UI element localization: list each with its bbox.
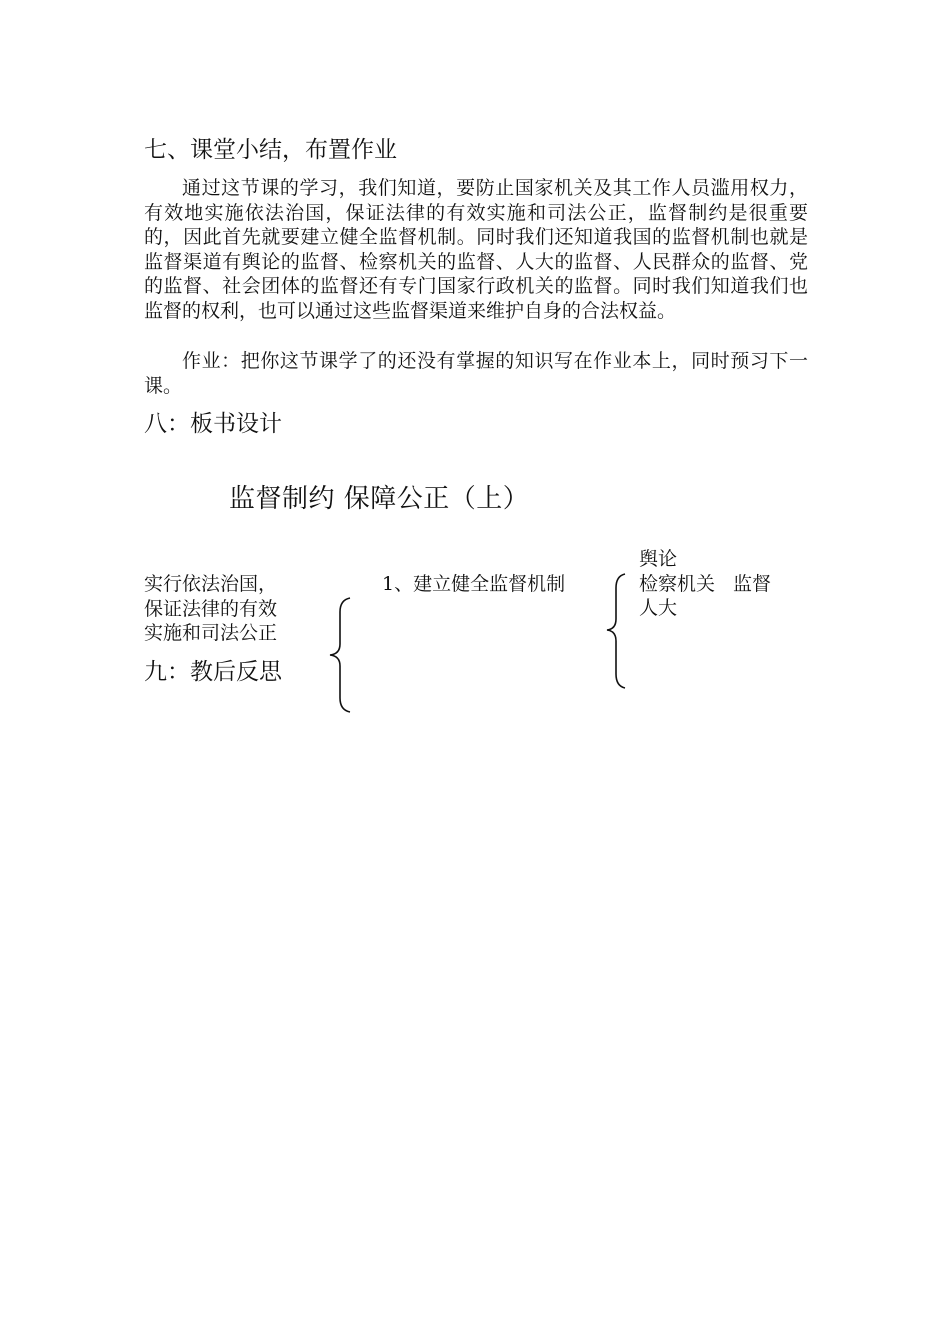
board-middle-item: 1、建立健全监督机制: [382, 573, 566, 595]
left-brace: [326, 596, 354, 714]
board-right-line: [639, 572, 771, 597]
homework-paragraph: 作业：把你这节课学了的还没有掌握的知识写在作业本上，同时预习下一课。: [144, 350, 808, 397]
board-right-line: 人大: [639, 597, 678, 619]
section-8-heading: 八：板书设计: [144, 411, 282, 437]
board-left-line: 实行依法治国，: [144, 573, 278, 595]
board-right-line-part: 检察机关: [639, 572, 716, 595]
summary-paragraph: 通过这节课的学习，我们知道，要防止国家机关及其工作人员滥用权力，有效地实施依法治国，保证法律的有效实施和司法公正，监督制约是很重要的，因此首先就要建立健全监督机制。同时我们还知道我国的监督机制也就是监督渠道有舆论的监督、检察机关的监督、人大的监督、人民群众的监督、党的监督、社会团体的监督还有专门国家行政机关的监督。同时我们知道我们也监督的权利，也可以通过这些监督渠道来维护自身的合法权益。: [144, 177, 808, 322]
board-right-line-part: 监督: [733, 572, 772, 595]
section-9-heading: 九：教后反思: [144, 659, 282, 685]
right-brace: [603, 572, 629, 690]
section-7-heading: 七、课堂小结，布置作业: [144, 137, 397, 163]
board-left-line: 保证法律的有效: [144, 597, 278, 620]
board-left-line: 实施和司法公正: [144, 622, 278, 644]
board-right-text: [639, 547, 771, 621]
board-title: 监督制约 保障公正（上）: [229, 484, 530, 514]
board-left-text: [144, 572, 277, 646]
board-right-line: 舆论: [639, 548, 678, 570]
